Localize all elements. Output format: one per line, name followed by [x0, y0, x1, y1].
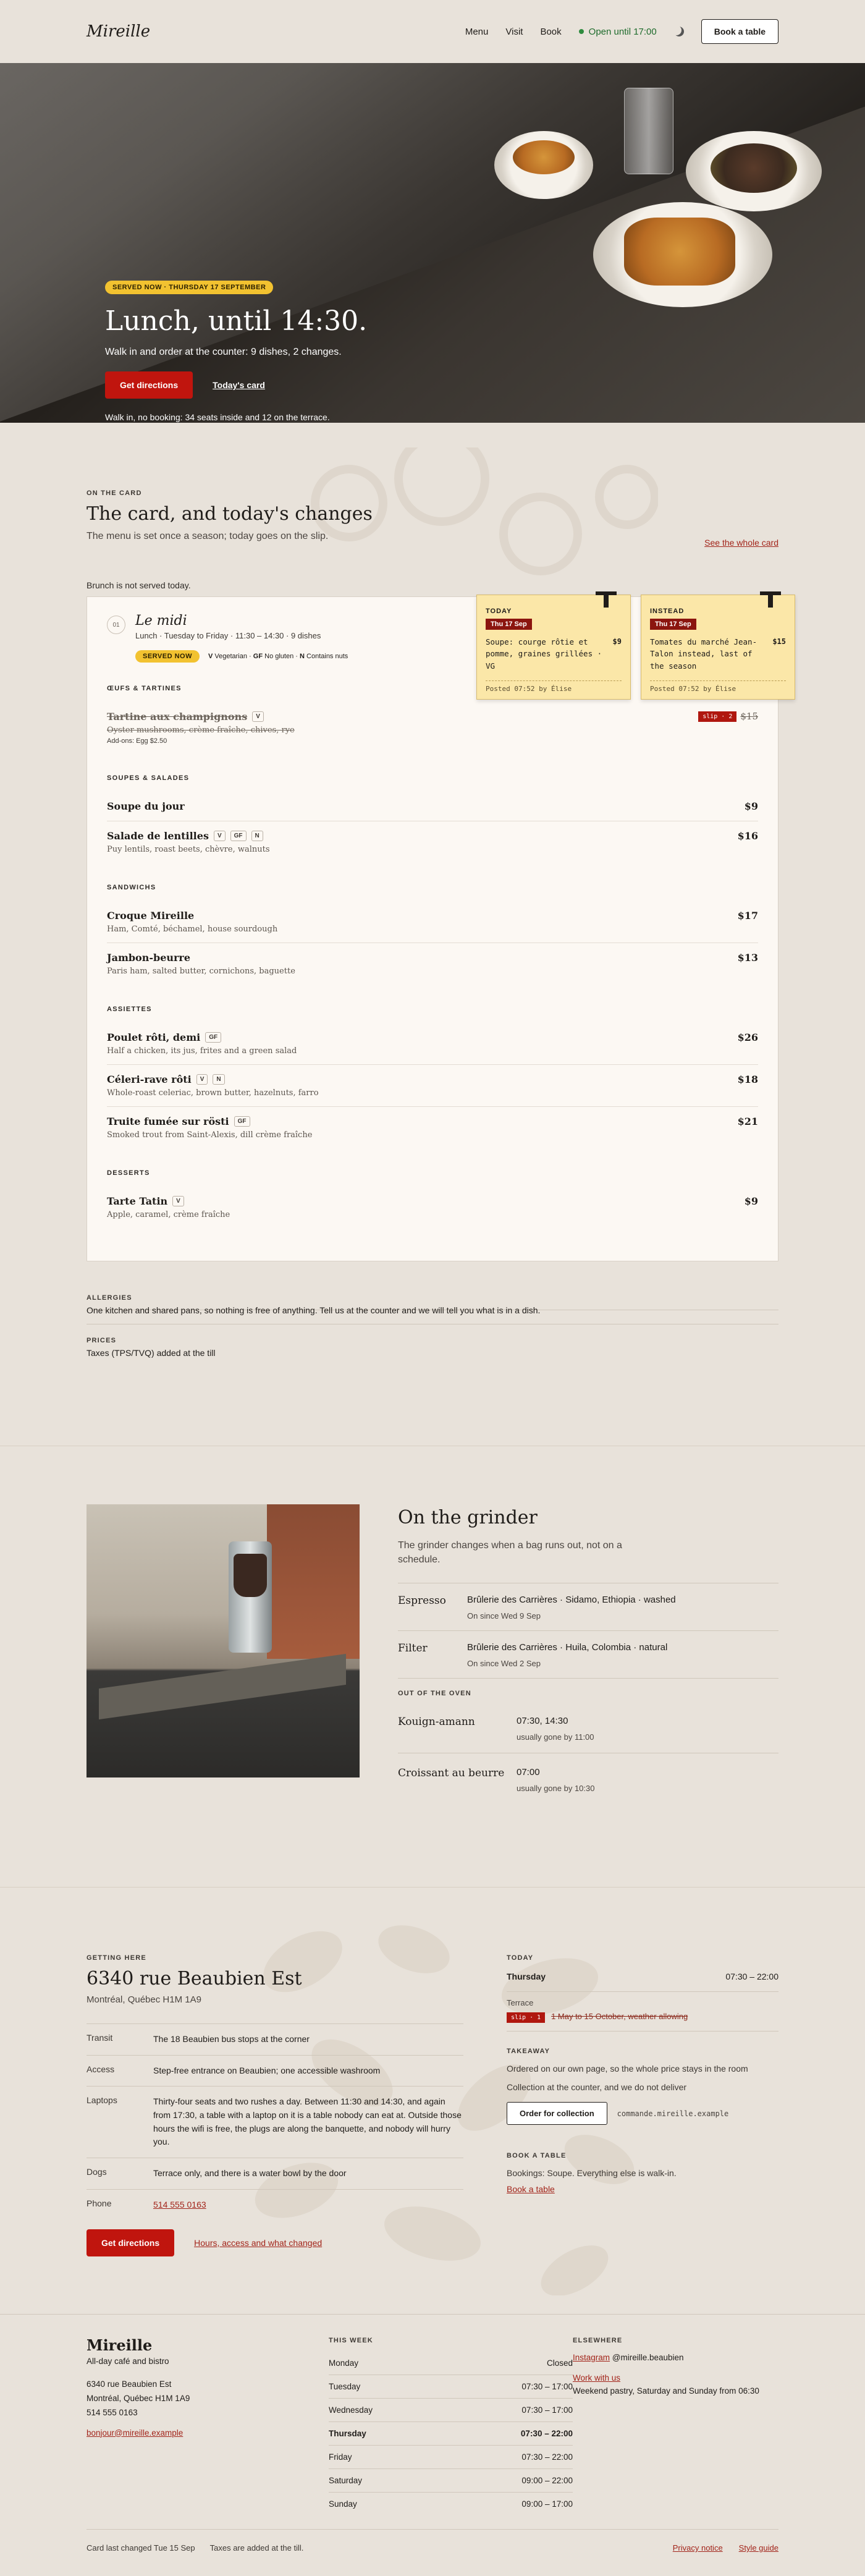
grinder-label: Espresso	[398, 1595, 446, 1608]
footer-bottom	[86, 2529, 778, 2553]
slip-text: Soupe: courge rôtie et pomme, graines grillées · VG	[486, 637, 602, 671]
footer-phone: 514 555 0163	[86, 2407, 138, 2417]
slip-posted: Posted 07:52 by Élise	[650, 685, 736, 693]
hours-day: Wednesday	[329, 2405, 373, 2415]
menu-item	[107, 821, 758, 863]
diet-tag: GF	[205, 1032, 221, 1043]
item-description: Half a chicken, its jus, frites and a green salad	[107, 1046, 297, 1056]
menu-item	[107, 901, 758, 943]
see-whole-card-link[interactable]: See the whole card	[704, 538, 778, 548]
prices-block	[86, 1324, 778, 1358]
prices-text: Taxes (TPS/TVQ) added at the till	[86, 1348, 216, 1358]
oven-label: Kouign-amann	[398, 1716, 475, 1729]
order-row	[507, 2102, 778, 2125]
menu-category	[107, 774, 758, 863]
category-title: SOUPES & SALADES	[107, 774, 190, 782]
footer-contact	[86, 2337, 329, 2515]
oven-title: OUT OF THE OVEN	[398, 1690, 471, 1698]
book-block	[507, 2152, 778, 2194]
hours-time: 07:30 – 17:00	[521, 2405, 573, 2415]
hero-subtitle: Walk in and order at the counter: 9 dishes, 2 changes.	[105, 347, 342, 357]
item-name-text: Tartine aux champignons	[107, 711, 248, 722]
terrace-slip-tag: slip · 1	[507, 2012, 545, 2023]
access-row-transit	[86, 2023, 463, 2056]
order-url: commande.mireille.example	[617, 2109, 729, 2118]
footer-address1: 6340 rue Beaubien Est	[86, 2379, 172, 2389]
today-slip	[476, 595, 631, 700]
row-label: Phone	[86, 2198, 112, 2208]
oven-label: Croissant au beurre	[398, 1767, 505, 1780]
legend-gf: GF	[253, 653, 263, 660]
access-row-laptops	[86, 2087, 463, 2158]
diet-tag: N	[251, 831, 263, 841]
menu-categories	[107, 685, 758, 1228]
footer-address2: Montréal, Québec H1M 1A9	[86, 2393, 190, 2403]
pin-stem-icon	[604, 591, 609, 608]
instagram-link[interactable]: Instagram	[573, 2353, 610, 2362]
item-price: $17	[737, 910, 758, 922]
item-price: $21	[737, 1116, 758, 1127]
item-description: Oyster mushrooms, crème fraîche, chives, rye	[107, 726, 295, 735]
brunch-note: Brunch is not served today.	[86, 580, 191, 590]
hours-time: 07:30 – 22:00	[520, 2429, 573, 2438]
served-now-badge: SERVED NOW	[135, 650, 200, 663]
nav-book[interactable]: Book	[540, 26, 562, 37]
hours-day: Saturday	[329, 2476, 363, 2485]
hero-photo-soup	[513, 140, 575, 174]
card-footnotes	[86, 1294, 778, 1358]
footer-email-link[interactable]: bonjour@mireille.example	[86, 2428, 184, 2438]
menu-category	[107, 884, 758, 985]
item-addons: Add-ons: Egg $2.50	[107, 737, 167, 745]
hours-access-link[interactable]: Hours, access and what changed	[194, 2237, 323, 2248]
legend-n: N	[300, 653, 305, 660]
hero-photo-salad	[711, 143, 797, 193]
hours-day: Friday	[329, 2452, 352, 2462]
takeaway-title: TAKEAWAY	[507, 2048, 551, 2055]
oven-note: usually gone by 11:00	[517, 1732, 594, 1742]
item-description: Paris ham, salted butter, cornichons, baguette	[107, 967, 295, 976]
grinder-value: Brûlerie des Carrières · Huila, Colombia · natural	[467, 1642, 668, 1653]
hero-content	[105, 281, 367, 422]
item-description: Puy lentils, roast beets, chèvre, walnuts	[107, 845, 270, 854]
item-name-text: Truite fumée sur rösti	[107, 1116, 229, 1127]
footer-tagline: All-day café and bistro	[86, 2356, 169, 2366]
category-title: SANDWICHS	[107, 884, 156, 891]
oven-row	[398, 1753, 778, 1804]
slip-text: Tomates du marché Jean-Talon instead, last of the season	[650, 637, 757, 671]
photo-bench	[99, 1654, 346, 1719]
week-title: THIS WEEK	[329, 2337, 373, 2344]
item-price: $16	[737, 830, 758, 842]
card-title: The card, and today's changes	[86, 503, 373, 525]
diet-tag: V	[252, 711, 264, 722]
item-name	[107, 1074, 319, 1085]
hero-photo-glass	[624, 88, 673, 174]
access-row-phone	[86, 2190, 463, 2221]
slip-body	[486, 636, 622, 681]
item-name-text: Tarte Tatin	[107, 1195, 168, 1207]
hero-actions	[105, 371, 367, 399]
hours-row	[329, 2469, 573, 2493]
hours-row	[329, 2446, 573, 2469]
menu-item	[107, 1107, 758, 1148]
item-price: $26	[737, 1032, 758, 1043]
brand-logo[interactable]: Mireille	[86, 22, 151, 41]
item-name	[107, 1032, 297, 1043]
elsewhere-title: ELSEWHERE	[573, 2337, 623, 2344]
diet-legend	[208, 653, 348, 660]
hero-photo-croque	[624, 218, 735, 286]
access-row-access	[86, 2056, 463, 2087]
getting-here-right	[507, 1954, 778, 2256]
item-name-text: Croque Mireille	[107, 910, 195, 922]
served-now-badge: SERVED NOW · THURSDAY 17 SEPTEMBER	[105, 281, 273, 294]
book-table-link[interactable]: Book a table	[507, 2184, 555, 2194]
book-title: BOOK A TABLE	[507, 2152, 567, 2159]
card-subtitle: The menu is set once a season; today goes on the slip.	[86, 531, 329, 541]
hero	[0, 63, 865, 423]
getting-here-section	[0, 1888, 865, 2314]
open-status	[579, 27, 657, 37]
main-nav	[465, 19, 778, 44]
item-price: $18	[737, 1074, 758, 1085]
row-value: The 18 Beaubien bus stops at the corner	[153, 2034, 310, 2044]
photo-grinder-hopper	[234, 1554, 267, 1597]
hours-list	[329, 2352, 573, 2515]
item-description: Apple, caramel, crème fraîche	[107, 1210, 230, 1219]
grinder-row-espresso	[398, 1583, 778, 1631]
legend-v: V	[208, 653, 213, 660]
row-label: Access	[86, 2064, 115, 2074]
hours-row	[329, 2422, 573, 2446]
terrace-text: 1 May to 15 October, weather allowing	[551, 2012, 688, 2021]
row-label: Laptops	[86, 2095, 117, 2106]
menu-category	[107, 1169, 758, 1228]
hours-time: 07:30 – 22:00	[521, 2452, 573, 2462]
diet-tag: V	[214, 831, 226, 841]
work-with-us-link[interactable]: Work with us	[573, 2373, 621, 2383]
hours-day: Tuesday	[329, 2382, 361, 2391]
item-price: $15	[740, 711, 758, 722]
style-guide-link[interactable]: Style guide	[738, 2543, 778, 2553]
menu-category	[107, 1006, 758, 1148]
pin-stem-icon	[768, 591, 773, 608]
item-description: Whole-roast celeriac, brown butter, hazelnuts, farro	[107, 1088, 319, 1098]
hours-time: Closed	[546, 2358, 573, 2368]
oven-times: 07:30, 14:30	[517, 1716, 568, 1727]
grinder-since: On since Wed 9 Sep	[467, 1611, 541, 1621]
hours-row	[329, 2352, 573, 2375]
item-name	[107, 1195, 230, 1207]
phone-link[interactable]: 514 555 0163	[153, 2199, 206, 2210]
diet-tag: V	[172, 1196, 184, 1206]
footer-week-hours	[329, 2337, 573, 2515]
oven-times: 07:00	[517, 1767, 540, 1778]
hours-row	[329, 2375, 573, 2399]
hours-day: Thursday	[329, 2429, 366, 2438]
menu-number-badge: 01	[107, 616, 125, 634]
menu-item	[107, 1023, 758, 1065]
category-title: ASSIETTES	[107, 1006, 152, 1013]
item-name	[107, 800, 185, 812]
todays-card-link[interactable]: Today's card	[213, 380, 265, 390]
instagram-handle: @mireille.beaubien	[612, 2353, 684, 2362]
hours-day: Monday	[329, 2358, 359, 2368]
item-name	[107, 711, 295, 722]
menu-item	[107, 943, 758, 985]
row-value: Thirty-four seats and two rushes a day. Between 11:30 and 14:30, and again from 17:30, a table with a laptop on it is a table nobody can eat at. Outside those hours the wifi is free, the plugs are along the banquette, and nobody will hurry you.	[153, 2096, 462, 2147]
diet-tag: GF	[234, 1116, 250, 1127]
row-label: Transit	[86, 2033, 113, 2043]
row-label: Dogs	[86, 2167, 107, 2177]
item-name	[107, 952, 295, 964]
taxes-note: Taxes are added at the till.	[209, 2543, 304, 2553]
menu-meta: Lunch · Tuesday to Friday · 11:30 – 14:30 · 9 dishes	[135, 631, 321, 640]
item-name-text: Soupe du jour	[107, 800, 185, 812]
grinder-since: On since Wed 2 Sep	[467, 1659, 541, 1669]
terrace-label: Terrace	[507, 1998, 534, 2007]
terrace-row	[507, 1992, 778, 2032]
get-directions-button[interactable]: Get directions	[86, 2229, 174, 2256]
row-value: Step-free entrance on Beaubien; one accessible washroom	[153, 2065, 381, 2075]
order-collection-button[interactable]: Order for collection	[507, 2102, 607, 2125]
slip-label: INSTEAD	[650, 608, 685, 615]
hours-time: 07:30 – 17:00	[521, 2382, 573, 2391]
takeaway-text: Ordered on our own page, so the whole price stays in the room	[507, 2064, 748, 2074]
grinder-title: On the grinder	[398, 1507, 538, 1528]
hours-time: 09:00 – 17:00	[521, 2499, 573, 2509]
today-hours: 07:30 – 22:00	[725, 1972, 778, 1981]
hours-time: 09:00 – 22:00	[521, 2476, 573, 2485]
today-day: Thursday	[507, 1972, 546, 1981]
today-hours-row	[507, 1962, 778, 1992]
item-name	[107, 1116, 312, 1127]
item-name-text: Salade de lentilles	[107, 830, 209, 842]
address-title: 6340 rue Beaubien Est	[86, 1968, 302, 1989]
item-name	[107, 830, 270, 842]
diet-tag: V	[196, 1074, 208, 1085]
slip-date: Thu 17 Sep	[486, 619, 532, 630]
privacy-link[interactable]: Privacy notice	[672, 2543, 723, 2553]
slip-date: Thu 17 Sep	[650, 619, 696, 630]
instead-slip	[641, 595, 795, 700]
item-price: $13	[737, 952, 758, 964]
item-name-text: Jambon-beurre	[107, 952, 191, 964]
getting-here-left	[86, 1954, 463, 2256]
nav-menu[interactable]: Menu	[465, 26, 489, 37]
slip-price: $9	[612, 637, 622, 646]
allergies-title: ALLERGIES	[86, 1294, 132, 1302]
book-table-button[interactable]: Book a table	[701, 19, 778, 44]
hours-day: Sunday	[329, 2499, 357, 2509]
getting-here-eyebrow: GETTING HERE	[86, 1954, 146, 1962]
menu-item	[107, 1065, 758, 1107]
footer-elsewhere	[573, 2337, 778, 2515]
oven-block	[398, 1690, 778, 1804]
grinder-label: Filter	[398, 1642, 428, 1655]
slip-price: $15	[772, 637, 786, 646]
category-title: DESSERTS	[107, 1169, 150, 1177]
grinder-subtitle: The grinder changes when a bag runs out, not on a schedule.	[398, 1540, 622, 1566]
last-changed: Card last changed Tue 15 Sep	[86, 2543, 195, 2553]
dark-mode-icon[interactable]	[674, 27, 684, 36]
grinder-photo	[86, 1504, 360, 1777]
menu-item	[107, 792, 758, 821]
grinder-rows	[398, 1583, 778, 1679]
access-row-dogs	[86, 2158, 463, 2190]
open-status-text: Open until 17:00	[588, 26, 657, 37]
grinder-row-filter	[398, 1631, 778, 1679]
allergies-block	[86, 1294, 778, 1315]
item-name-text: Poulet rôti, demi	[107, 1032, 201, 1043]
today-title: TODAY	[507, 1954, 534, 1962]
slip-body	[650, 636, 786, 681]
row-value: Terrace only, and there is a water bowl by the door	[153, 2168, 347, 2179]
hero-note: Walk in, no booking: 34 seats inside and 12 on the terrace.	[105, 412, 330, 422]
item-price: $9	[744, 800, 758, 812]
item-description: Smoked trout from Saint-Alexis, dill crème fraîche	[107, 1130, 313, 1140]
slip-tag[interactable]: slip · 2	[698, 711, 736, 722]
hours-row	[329, 2399, 573, 2422]
item-price: $9	[744, 1195, 758, 1207]
slip-posted: Posted 07:52 by Élise	[486, 685, 572, 693]
book-text: Bookings: Soupe. Everything else is walk-in.	[507, 2168, 677, 2178]
prices-title: PRICES	[86, 1337, 117, 1344]
menu-card	[86, 596, 786, 1261]
hero-title: Lunch, until 14:30.	[105, 305, 368, 337]
hours-row	[329, 2493, 573, 2515]
menu-item	[107, 1187, 758, 1228]
card-eyebrow: ON THE CARD	[86, 489, 142, 497]
legend-n-text: Contains nuts	[306, 653, 348, 660]
takeaway-block	[507, 2048, 778, 2125]
photo-brick-wall	[267, 1504, 360, 1659]
item-description: Ham, Comté, béchamel, house sourdough	[107, 925, 278, 934]
access-rows	[86, 2023, 463, 2221]
slip-label: TODAY	[486, 608, 512, 615]
diet-tag: N	[213, 1074, 224, 1085]
legend-v-text: Vegetarian ·	[214, 653, 251, 660]
menu-item	[107, 702, 758, 753]
card-section	[0, 423, 865, 1446]
oven-row	[398, 1708, 778, 1753]
allergies-text: One kitchen and shared pans, so nothing is free of anything. Tell us at the counter and we will tell you what is in a dish.	[86, 1305, 541, 1315]
nav-visit[interactable]: Visit	[505, 26, 523, 37]
diet-tag: GF	[230, 831, 247, 841]
site-header	[0, 0, 865, 63]
get-directions-button[interactable]: Get directions	[105, 371, 193, 399]
pastry-note: Weekend pastry, Saturday and Sunday from 06:30	[573, 2386, 759, 2396]
site-footer	[0, 2314, 865, 2575]
footer-brand: Mireille	[86, 2336, 153, 2354]
grinder-value: Brûlerie des Carrières · Sidamo, Ethiopia · washed	[467, 1595, 676, 1606]
takeaway-text: Collection at the counter, and we do not deliver	[507, 2082, 687, 2092]
oven-note: usually gone by 10:30	[517, 1784, 595, 1794]
item-name-text: Céleri-rave rôti	[107, 1074, 192, 1085]
grinder-section	[0, 1446, 865, 1888]
address-city: Montréal, Québec H1M 1A9	[86, 1994, 201, 2005]
legend-gf-text: No gluten ·	[264, 653, 298, 660]
grinder-info	[398, 1504, 778, 1804]
item-name	[107, 910, 277, 922]
category-title: ŒUFS & TARTINES	[107, 685, 182, 692]
menu-name: Le midi	[135, 613, 187, 629]
status-dot-icon	[579, 29, 584, 34]
getting-here-actions	[86, 2229, 463, 2256]
